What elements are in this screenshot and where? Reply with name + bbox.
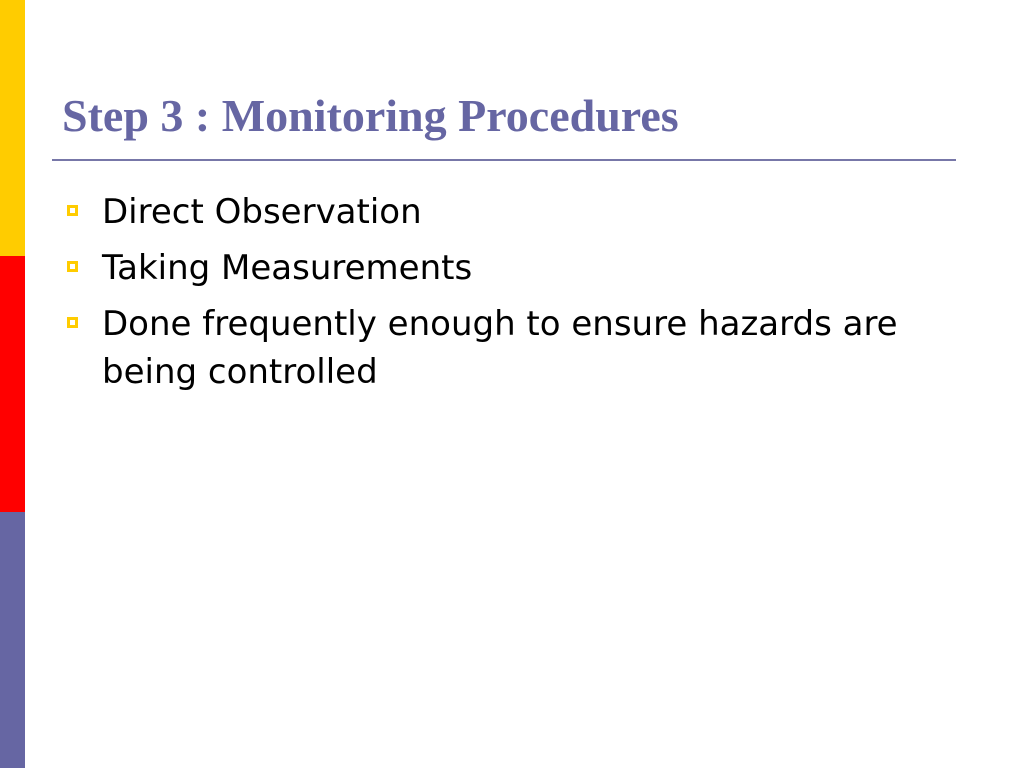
bullet-item-direct-observation bbox=[62, 188, 982, 236]
hollow-square-bullet-icon bbox=[67, 261, 78, 272]
slide-title: Step 3 : Monitoring Procedures bbox=[62, 90, 679, 141]
bullet-list bbox=[62, 188, 982, 404]
side-bar-purple-segment bbox=[0, 512, 25, 768]
side-bar-yellow-segment bbox=[0, 0, 25, 256]
bullet-item-done-frequently bbox=[62, 300, 982, 396]
hollow-square-bullet-icon bbox=[67, 317, 78, 328]
bullet-item-taking-measurements bbox=[62, 244, 982, 292]
title-underline bbox=[52, 159, 956, 161]
decorative-side-bar bbox=[0, 0, 25, 768]
bullet-text: Direct Observation bbox=[102, 192, 422, 232]
hollow-square-bullet-icon bbox=[67, 205, 78, 216]
bullet-text: Done frequently enough to ensure hazards are being controlled bbox=[102, 304, 898, 392]
bullet-text: Taking Measurements bbox=[102, 248, 473, 288]
side-bar-red-segment bbox=[0, 256, 25, 512]
